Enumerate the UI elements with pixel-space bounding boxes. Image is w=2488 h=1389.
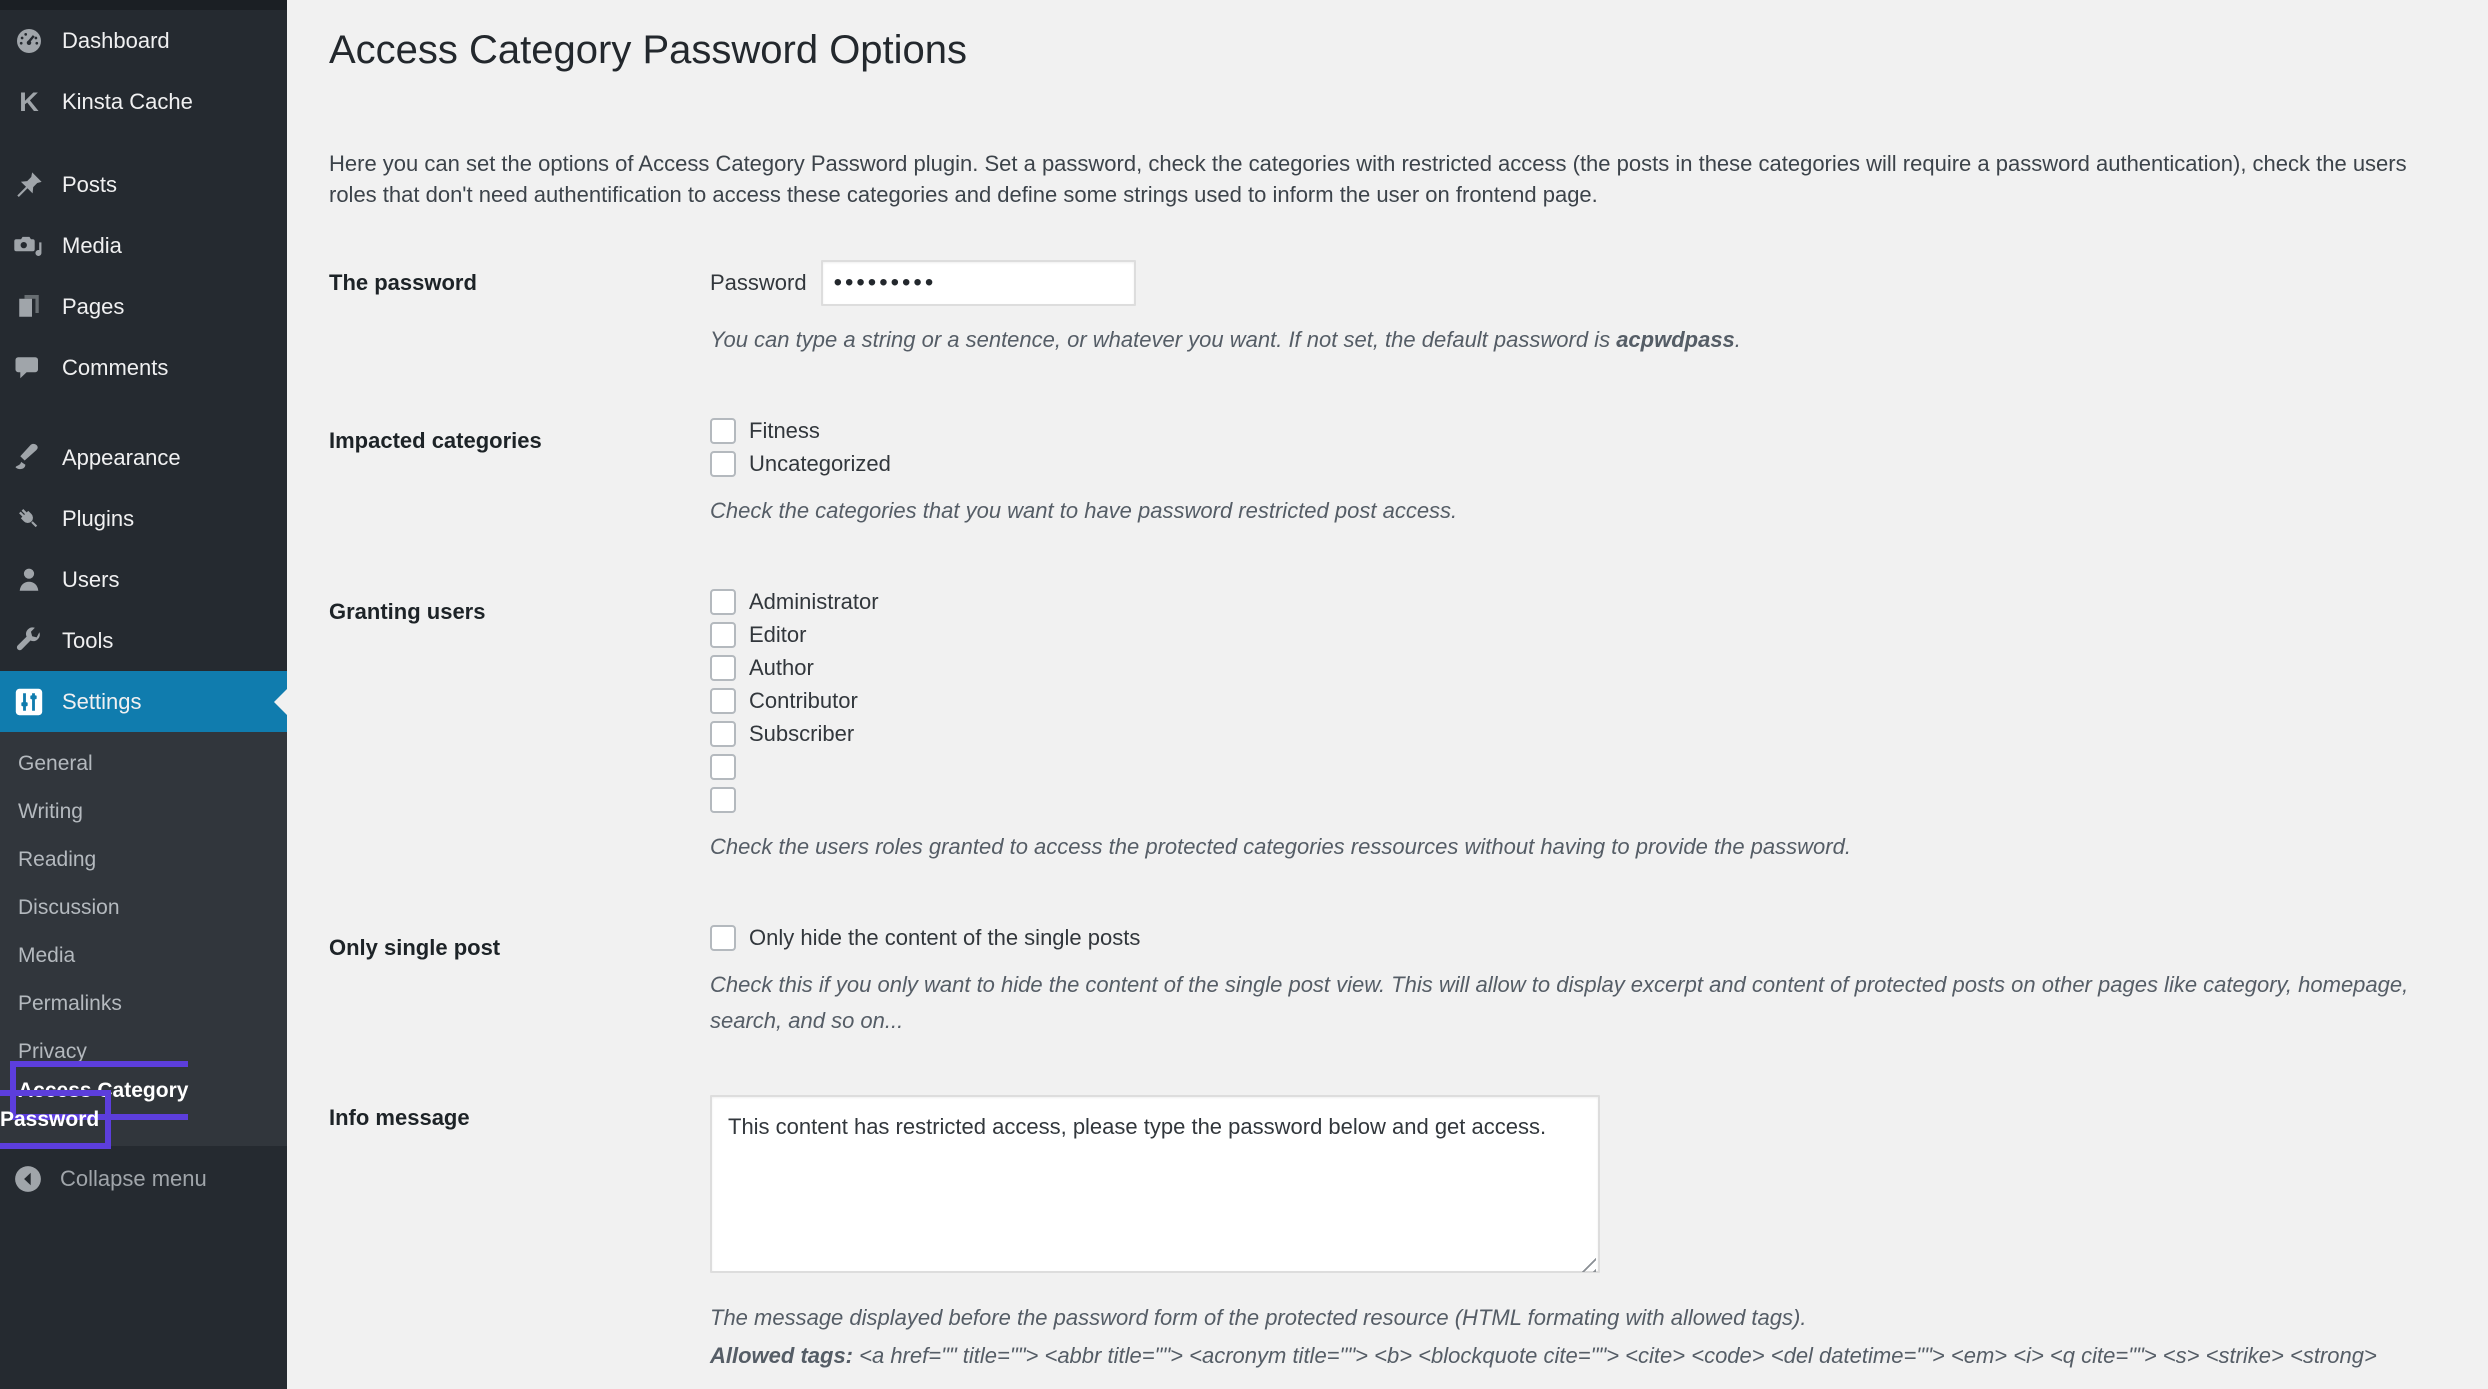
sidebar-item-media[interactable] — [0, 215, 287, 276]
unlabeled-role-checkbox-2[interactable] — [710, 787, 736, 813]
allowed-tags-label: Allowed tags: — [710, 1343, 854, 1369]
collapse-menu-label: Collapse menu — [60, 1166, 207, 1191]
sidebar-item-users[interactable] — [0, 549, 287, 610]
only-single-post-checkbox-label: Only hide the content of the single posts — [749, 925, 1141, 951]
role-option-row — [710, 754, 2460, 780]
wrench-icon — [14, 626, 44, 656]
sidebar-item-label: Dashboard — [62, 27, 170, 53]
role-option-row — [710, 688, 2460, 714]
sidebar-item-label: Settings — [62, 688, 142, 714]
pin-icon — [14, 170, 44, 200]
sidebar-item-plugins[interactable] — [0, 488, 287, 549]
password-help-text: You can type a string or a sentence, or whatever you want. If not set, the default password is — [710, 327, 1617, 353]
page-title: Access Category Password Options — [329, 28, 968, 72]
sidebar-item-label: Plugins — [62, 505, 135, 531]
password-section-label: The password — [329, 270, 477, 296]
collapse-menu-button[interactable] — [0, 1154, 287, 1204]
author-checkbox-label: Author — [749, 655, 814, 681]
administrator-checkbox[interactable] — [710, 589, 736, 615]
submenu-item-general[interactable]: General — [18, 752, 93, 775]
impacted-categories-help: Check the categories that you want to have password restricted post access. — [710, 498, 1458, 524]
password-help-suffix: . — [1734, 327, 1741, 353]
password-field-label: Password — [710, 270, 807, 296]
only-single-post-label: Only single post — [329, 935, 501, 961]
sidebar-item-dashboard[interactable] — [0, 10, 287, 71]
info-message-section — [329, 1095, 2460, 1374]
info-message-help: The message displayed before the password form of the protected resource (HTML formating with allowed tags). — [710, 1305, 1807, 1331]
info-message-textarea[interactable] — [710, 1095, 1600, 1273]
sidebar-item-settings[interactable] — [0, 671, 287, 732]
only-single-post-checkbox[interactable] — [710, 925, 736, 951]
plug-icon — [14, 504, 44, 534]
password-section — [329, 260, 2460, 358]
submenu-item-writing[interactable]: Writing — [18, 800, 83, 823]
settings-submenu — [0, 732, 287, 1146]
brush-icon — [14, 443, 44, 473]
role-option-row — [710, 721, 2460, 747]
granting-users-label: Granting users — [329, 599, 486, 625]
pages-icon — [14, 292, 44, 322]
intro-paragraph: Here you can set the options of Access Category Password plugin. Set a password, check the categories with restricted access (the posts in these categories will require a password authentication), check the users roles that don't need authentification to access these categories and define some strings used to inform the user on frontend page. — [329, 151, 2407, 208]
author-checkbox[interactable] — [710, 655, 736, 681]
role-option-row — [710, 622, 2460, 648]
editor-checkbox[interactable] — [710, 622, 736, 648]
comments-icon — [14, 353, 44, 383]
sidebar-item-label: Appearance — [62, 444, 181, 470]
collapse-arrow-icon — [13, 1164, 43, 1194]
sidebar-item-label: Kinsta Cache — [62, 88, 193, 114]
admin-bar-strip — [0, 0, 287, 10]
sidebar-item-posts[interactable] — [0, 154, 287, 215]
sidebar-item-appearance[interactable] — [0, 427, 287, 488]
submenu-item-discussion[interactable]: Discussion — [18, 896, 120, 919]
submenu-item-reading[interactable]: Reading — [18, 848, 97, 871]
granting-users-help: Check the users roles granted to access the protected categories ressources without having to provide the password. — [710, 834, 1851, 860]
single-post-option-row — [710, 925, 2460, 951]
unlabeled-role-checkbox-1[interactable] — [710, 754, 736, 780]
only-single-post-section — [329, 925, 2460, 1039]
fitness-checkbox[interactable] — [710, 418, 736, 444]
impacted-categories-label: Impacted categories — [329, 428, 542, 454]
uncategorized-checkbox-label: Uncategorized — [749, 451, 891, 477]
sidebar-item-label: Posts — [62, 171, 118, 197]
sidebar-item-tools[interactable] — [0, 610, 287, 671]
submenu-item-permalinks[interactable]: Permalinks — [18, 992, 122, 1015]
allowed-tags-list: <a href="" title=""> <abbr title=""> <acronym title=""> <b> <blockquote cite=""> <cite> <code> <del datetime=""> <em> <i> <q cite=""> <s> <strike> <strong> — [853, 1343, 2377, 1369]
sidebar-item-label: Users — [62, 566, 120, 592]
default-password-value: acpwdpass — [1616, 327, 1735, 353]
info-message-label: Info message — [329, 1105, 470, 1131]
sidebar-item-label: Tools — [62, 627, 114, 653]
submenu-item-privacy[interactable]: Privacy — [18, 1040, 87, 1063]
user-icon — [14, 565, 44, 595]
only-single-post-help: Check this if you only want to hide the content of the single post view. This will allow to display excerpt and content of protected posts on other pages like category, homepage, search, and so on... — [710, 972, 2409, 1034]
submenu-item-access-category-password[interactable]: Access Category Password — [0, 1061, 188, 1149]
category-option-row — [710, 418, 2460, 444]
kinsta-icon: K — [19, 86, 39, 117]
role-option-row — [710, 787, 2460, 813]
sidebar-item-label: Media — [62, 232, 122, 258]
subscriber-checkbox[interactable] — [710, 721, 736, 747]
settings-page — [287, 0, 2488, 1389]
submenu-item-media[interactable]: Media — [18, 944, 76, 967]
role-option-row — [710, 589, 2460, 615]
role-option-row — [710, 655, 2460, 681]
admin-menu — [0, 10, 287, 1204]
admin-sidebar — [0, 0, 287, 1389]
media-icon — [14, 231, 44, 261]
editor-checkbox-label: Editor — [749, 622, 807, 648]
dashboard-icon — [14, 26, 44, 56]
sidebar-item-label: Comments — [62, 354, 169, 380]
sidebar-item-label: Pages — [62, 293, 125, 319]
subscriber-checkbox-label: Subscriber — [749, 721, 855, 747]
sidebar-item-kinsta-cache[interactable] — [0, 71, 287, 132]
password-input[interactable] — [821, 260, 1136, 306]
contributor-checkbox-label: Contributor — [749, 688, 858, 714]
allowed-tags-line — [710, 1338, 2440, 1374]
impacted-categories-section — [329, 418, 2460, 529]
sidebar-item-comments[interactable] — [0, 337, 287, 398]
fitness-checkbox-label: Fitness — [749, 418, 820, 444]
granting-users-section — [329, 589, 2460, 865]
contributor-checkbox[interactable] — [710, 688, 736, 714]
password-help — [710, 322, 2460, 358]
category-option-row — [710, 451, 2460, 477]
sidebar-item-pages[interactable] — [0, 276, 287, 337]
administrator-checkbox-label: Administrator — [749, 589, 879, 615]
uncategorized-checkbox[interactable] — [710, 451, 736, 477]
settings-icon — [14, 687, 44, 717]
